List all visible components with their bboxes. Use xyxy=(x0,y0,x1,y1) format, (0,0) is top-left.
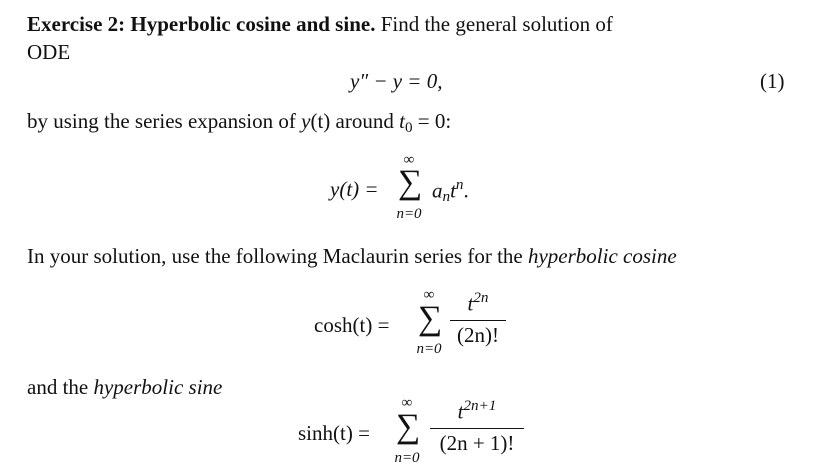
exercise-intro-line xyxy=(27,12,613,36)
eq2-coef-sub: n xyxy=(442,189,451,206)
eq2-var-sup: n xyxy=(455,177,464,193)
sentence-part-b: around xyxy=(330,109,400,133)
eq2-term xyxy=(432,177,469,206)
eq2-period: . xyxy=(463,178,469,203)
eq2-sigma-icon: ∑ xyxy=(398,164,423,201)
exercise-heading: Exercise 2: xyxy=(27,12,126,36)
t0-subscript: 0 xyxy=(404,119,413,136)
sine-text: and the xyxy=(27,375,94,399)
eq3-lhs: cosh(t) = xyxy=(314,313,390,337)
t0-symbol: t xyxy=(399,109,405,133)
exercise-title: Hyperbolic cosine and sine. xyxy=(130,12,376,36)
sentence-part-c: = 0: xyxy=(412,109,452,133)
maclaurin-sentence xyxy=(27,244,677,268)
func-y: y xyxy=(301,109,311,133)
exercise-intro-text: Find the general solution of xyxy=(380,12,613,36)
eq4-lhs: sinh(t) = xyxy=(298,421,370,445)
eq4-sigma-icon: ∑ xyxy=(396,408,421,445)
eq2-var: t xyxy=(450,178,456,203)
series-expansion-sentence xyxy=(27,109,451,137)
eq4-fraction-bar xyxy=(430,428,524,429)
eq3-numerator xyxy=(450,290,506,316)
eq2-lhs: y(t) = xyxy=(330,177,379,201)
maclaurin-emph: hyperbolic cosine xyxy=(527,244,677,268)
eq4-denominator: (2n + 1)! xyxy=(439,431,515,455)
eq3-denominator: (2n)! xyxy=(457,323,499,347)
eq2-sum-upper: ∞ xyxy=(403,152,415,168)
func-paren: (t) xyxy=(310,109,331,133)
eq3-num-base: t xyxy=(467,291,474,316)
eq2-sum-lower: n=0 xyxy=(396,206,422,222)
eq3-sum-lower: n=0 xyxy=(416,341,442,357)
eq4-numerator xyxy=(430,398,524,424)
eq4-sum-lower: n=0 xyxy=(394,450,420,466)
hyperbolic-sine-sentence xyxy=(27,375,222,399)
sine-emph: hyperbolic sine xyxy=(93,375,223,399)
equation-ode: y″ − y = 0, xyxy=(350,69,443,93)
eq4-num-exp: 2n+1 xyxy=(463,398,497,414)
eq3-num-exp: 2n xyxy=(473,290,489,306)
maclaurin-text: In your solution, use the following Maclaurin series for the xyxy=(27,244,528,268)
sentence-part-a: by using the series expansion of xyxy=(27,109,302,133)
eq4-num-base: t xyxy=(457,399,464,424)
eq3-sum-upper: ∞ xyxy=(423,287,435,303)
eq4-sum-upper: ∞ xyxy=(401,395,413,411)
equation-number: (1) xyxy=(760,69,785,93)
eq3-sigma-icon: ∑ xyxy=(418,300,443,337)
eq3-fraction-bar xyxy=(450,320,506,321)
eq2-coef: a xyxy=(432,178,443,203)
exercise-intro-line2: ODE xyxy=(27,40,71,64)
